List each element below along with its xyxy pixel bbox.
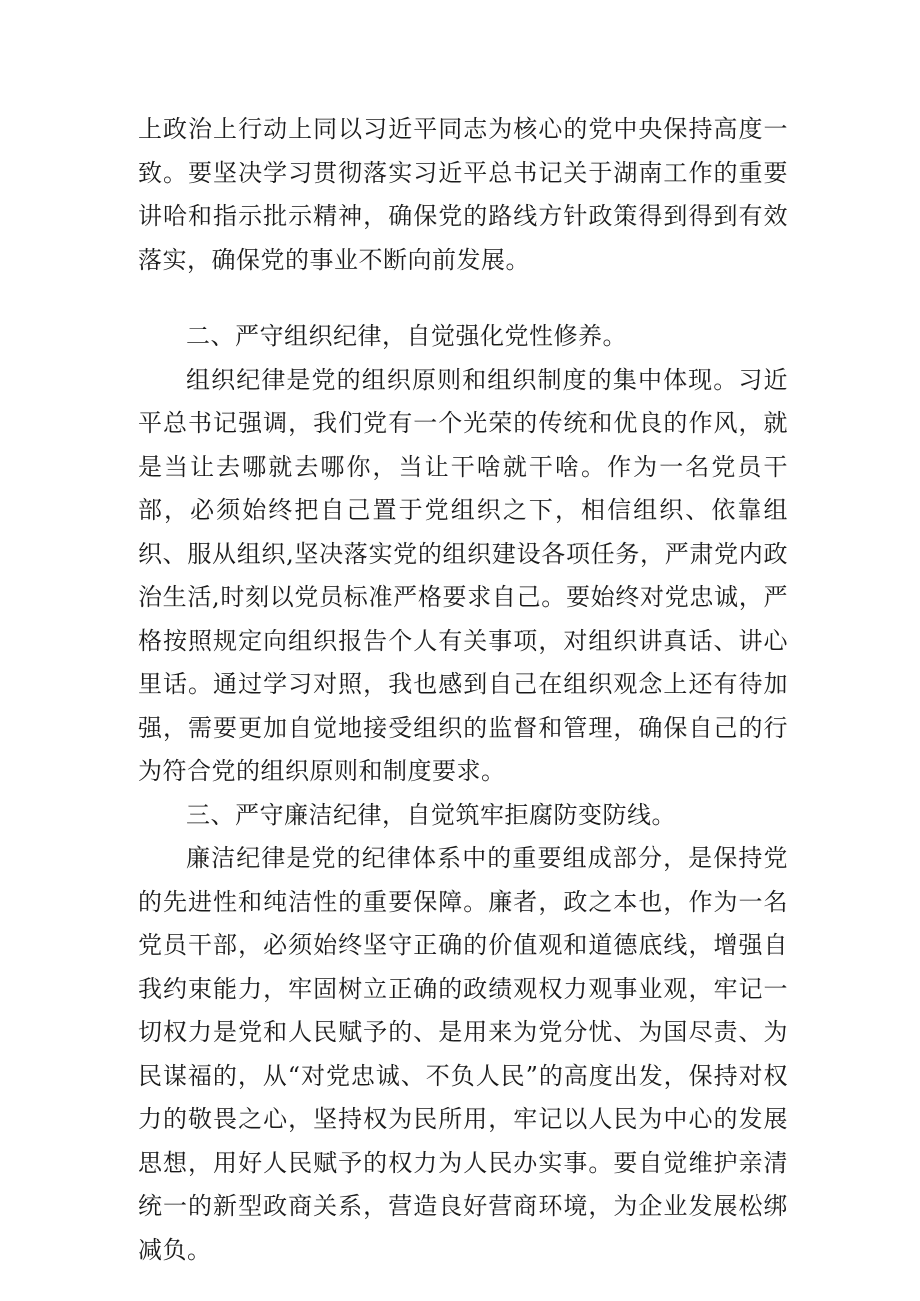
section-spacer bbox=[138, 282, 788, 315]
section-heading-3: 三、严守廉洁纪律，自觉筑牢拒腐防变防线。 bbox=[186, 800, 676, 829]
section-heading-2: 二、严守组织纪律，自觉强化党性修养。 bbox=[186, 322, 627, 350]
paragraph-organization-discipline: 组织纪律是党的组织原则和组织制度的集中体现。习近平总书记强调，我们党有一个光荣的传统和优良的作风，就是当让去哪就去哪你，当让干啥就干啥。作为一名党员干部，必须始终把自己置于党组织之下，相信组织、依靠组织、服从组织,坚决落实党的组织建设各项任务，严肃党内政治生活,时刻以党员标准严格要求自己。要始终对党忠诚，严格按照规定向组织报告个人有关事项，对组织讲真话、讲心里话。通过学习对照，我也感到自己在组织观念上还有待加强，需要更加自觉地接受组织的监督和管理，确保自己的行为符合党的组织原则和制度要求。 bbox=[138, 365, 788, 785]
document-body bbox=[138, 108, 788, 1272]
paragraph-continuation: 上政治上行动上同以习近平同志为核心的党中央保持高度一致。要坚决学习贯彻落实习近平总书记关于湖南工作的重要讲哈和指示批示精神，确保党的路线方针政策得到得到有效落实，确保党的事业不断向前发展。 bbox=[138, 115, 788, 274]
paragraph-integrity-discipline: 廉洁纪律是党的纪律体系中的重要组成部分，是保持党的先进性和纯洁性的重要保障。廉者，政之本也，作为一名党员干部，必须始终坚守正确的价值观和道德底线，增强自我约束能力，牢固树立正确的政绩观权力观事业观，牢记一切权力是党和人民赋予的、是用来为党分忧、为国尽责、为民谋福的，从“对党忠诚、不负人民”的高度出发，保持对权力的敬畏之心，坚持权为民所用，牢记以人民为中心的发展思想，用好人民赋予的权力为人民办实事。要自觉维护亲清统一的新型政商关系，营造良好营商环境，为企业发展松绑减负。 bbox=[138, 844, 788, 1264]
